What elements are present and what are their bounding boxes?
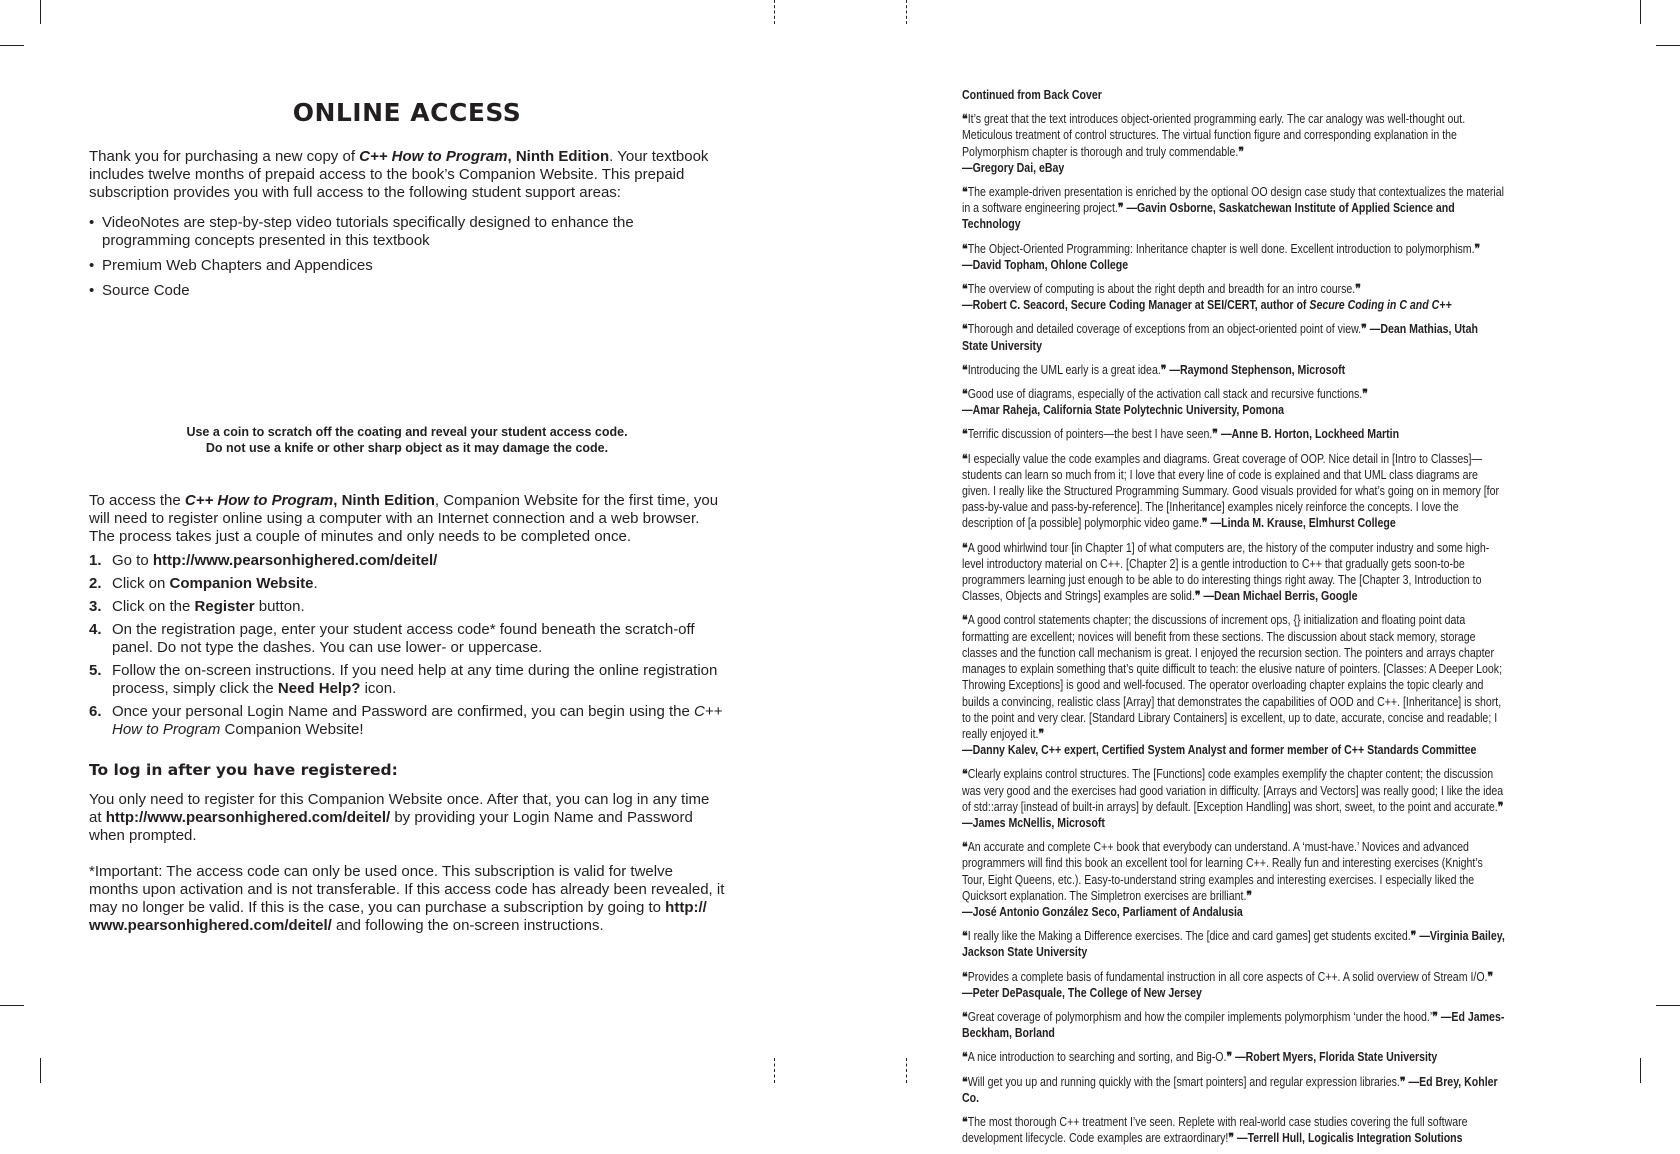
testimonial-text: Good use of diagrams, especially of the activation call stack and recursive functions.: [967, 387, 1363, 402]
open-quote-mark: ❝: [962, 241, 968, 256]
testimonial: [962, 766, 1506, 831]
testimonial-text: The example-driven presentation is enriched by the optional OO design case study that contextualizes the material in a software engineering project.: [962, 185, 1504, 216]
step-text: Follow the on-screen instructions. If you need help at any time during the online registration process, simply click the: [112, 662, 718, 697]
step-item: [89, 598, 725, 616]
testimonial-author: —Dean Mathias, Utah State University: [962, 322, 1478, 353]
testimonial: [962, 839, 1506, 920]
book-title: C++ How to Program: [112, 703, 723, 738]
testimonial-author: —Robert C. Seacord, Secure Coding Manager at SEI/CERT, author of: [962, 298, 1310, 313]
step-text: Click on the: [112, 598, 195, 615]
open-quote-mark: ❝: [962, 427, 968, 442]
testimonial-text: The most thorough C++ treatment I’ve seen. Replete with real-world case studies covering the full software development lifecycle. Code examples are extraordinary!: [962, 1114, 1468, 1146]
step-text: Go to: [112, 552, 153, 569]
testimonial-author: —Ed Brey, Kohler Co.: [962, 1074, 1498, 1105]
crop-mark: [0, 1005, 24, 1006]
step-item: [89, 662, 725, 698]
testimonial-author: —Peter DePasquale, The College of New Jersey: [962, 985, 1202, 1000]
testimonial-author-book: Secure Coding in C and C++: [1309, 298, 1452, 313]
companion-url-link[interactable]: http://www.pearsonhighered.com/deitel/: [152, 552, 438, 569]
step-keyword: Companion Website: [169, 575, 314, 592]
testimonial-text: Great coverage of polymorphism and how the compiler implements polymorphism ‘under the hood.’: [967, 1009, 1433, 1024]
testimonial: [962, 111, 1506, 176]
step-item: [89, 575, 725, 593]
testimonial-text: The overview of computing is about the right depth and breadth for an intro course.: [967, 282, 1356, 297]
crop-mark: [40, 0, 41, 24]
open-quote-mark: ❝: [962, 929, 968, 944]
open-quote-mark: ❝: [962, 451, 968, 466]
testimonial-text: A good control statements chapter; the discussions of increment ops, {} initialization and floating point data formatting are excellent; novices will benefit from these sections. The discussion about stack memory, storage classes and the function call mechanism is great. I enjoyed the recursion section. The pointers and arrays chapter manages to explain something that’s quite difficult to teach: the elusive nature of pointers. [Classes: A Deeper Look; Throwing Exceptions] is good and well-focused. The operator overloading chapter explains the topic clearly and builds a convincing, realistic class [Array] that demonstrates the capabilities of OOD and C++. [Inheritance] is short, to the point and very clear. [Standard Library Containers] is excellent, up to date, accurate, concise and readable; I really enjoyed it.: [962, 613, 1503, 741]
testimonial-author: —Amar Raheja, California State Polytechnic University, Pomona: [962, 403, 1284, 418]
close-quote-mark: ❞: [1362, 387, 1368, 402]
testimonial-author: —David Topham, Ohlone College: [962, 257, 1129, 272]
open-quote-mark: ❝: [962, 1074, 968, 1089]
scratch-notice-line: Do not use a knife or other sharp object as it may damage the code.: [205, 441, 609, 455]
open-quote-mark: ❝: [962, 1009, 968, 1024]
page-title: ONLINE ACCESS: [292, 98, 522, 127]
open-quote-mark: ❝: [962, 362, 968, 377]
testimonial-author: —Ed James-Beckham, Borland: [962, 1009, 1505, 1041]
list-item: • Premium Web Chapters and Appendices: [89, 257, 725, 275]
step-text: .: [313, 575, 318, 592]
crop-mark: [1640, 0, 1641, 24]
login-paragraph: [89, 791, 725, 845]
testimonial-author: —Dean Michael Berris, Google: [1203, 589, 1358, 604]
testimonial-author: —José Antonio González Seco, Parliament of Andalusia: [962, 904, 1243, 919]
continued-label: Continued from Back Cover: [962, 88, 1102, 102]
step-text: Companion Website!: [220, 721, 364, 738]
testimonial-text: An accurate and complete C++ book that everybody can understand. A ‘must-have.’ Novices and advanced programmers will find this book an excellent tool for learning C++. Really fun and interesting exercises (Knight’s Tour, Eight Queens, etc.). Easy-to-understand string examples and interesting exercises. I especially liked the Quicksort explanation. The Simpletron exercises are brilliant.: [962, 840, 1483, 903]
close-quote-mark: ❞: [1226, 1050, 1233, 1065]
close-quote-mark: ❞: [1432, 1009, 1438, 1024]
step-item: [89, 552, 725, 570]
testimonial: [962, 241, 1506, 273]
close-quote-mark: ❞: [1355, 282, 1361, 297]
close-quote-mark: ❞: [1117, 201, 1124, 216]
login-heading: To log in after you have registered:: [89, 761, 398, 779]
open-quote-mark: ❝: [962, 387, 968, 402]
open-quote-mark: ❝: [962, 1050, 968, 1065]
testimonial-text: Terrific discussion of pointers—the best I have seen.: [967, 427, 1213, 442]
login-text: by providing your Login Name and Password when prompted.: [89, 809, 693, 844]
testimonial-list: [962, 111, 1506, 1146]
testimonial: [962, 1009, 1506, 1041]
testimonial-author: —Raymond Stephenson, Microsoft: [1169, 362, 1346, 377]
testimonial: [962, 321, 1506, 353]
list-item: • VideoNotes are step-by-step video tutorials specifically designed to enhance the programming concepts presented in this textbook: [89, 214, 725, 250]
step-keyword: Register: [194, 598, 255, 615]
close-quote-mark: ❞: [1361, 322, 1367, 337]
open-quote-mark: ❝: [962, 1114, 968, 1129]
book-edition: , Ninth Edition: [507, 148, 610, 165]
intro-text: Thank you for purchasing a new copy of: [89, 148, 360, 165]
open-quote-mark: ❝: [962, 840, 968, 855]
testimonial: [962, 1074, 1506, 1106]
testimonial: [962, 362, 1506, 378]
close-quote-mark: ❞: [1194, 589, 1201, 604]
important-text: *Important: The access code can only be used once. This subscription is valid for twelve months upon activation and is not transferable. If this access code has already been revealed, it may no longer be valid. If this is the case, you can purchase a subscription by going to: [89, 863, 725, 916]
testimonial-author: —Linda M. Krause, Elmhurst College: [1210, 516, 1396, 531]
step-item: [89, 703, 725, 739]
step-number: 4.: [89, 621, 102, 638]
step-text: On the registration page, enter your student access code* found beneath the scratch-off panel. Do not type the dashes. You can use lower- or uppercase.: [112, 621, 695, 656]
registration-steps: [89, 552, 725, 739]
access-text: To access the: [89, 492, 185, 509]
testimonial-author: —Gregory Dai, eBay: [962, 160, 1065, 175]
open-quote-mark: ❝: [962, 767, 968, 782]
testimonial-author: —Virginia Bailey, Jackson State University: [962, 929, 1505, 960]
step-number: 2.: [89, 575, 102, 592]
list-item: • Source Code: [89, 282, 725, 300]
fold-mark: [774, 1058, 775, 1083]
close-quote-mark: ❞: [1228, 1131, 1235, 1146]
testimonial-author: —Danny Kalev, C++ expert, Certified System Analyst and former member of C++ Standards Committee: [962, 743, 1477, 758]
testimonial: [962, 612, 1506, 758]
testimonial-text: I especially value the code examples and diagrams. Great coverage of OOP. Nice detail in [Intro to Classes]—students can learn so much from it; I love that every line of code is explained and that UML class diagrams are given. I really like the Structured Programming Summary. Good visuals provided for what’s going on in memory [for pass-by-value and pass-by-reference]. The [Inheritance] examples nicely reinforce the concepts. I love the description of [a possible] polymorphic video game.: [962, 451, 1500, 531]
close-quote-mark: ❞: [1474, 241, 1481, 256]
close-quote-mark: ❞: [1160, 362, 1167, 377]
open-quote-mark: ❝: [962, 969, 968, 984]
testimonial-text: Thorough and detailed coverage of exceptions from an object-oriented point of view.: [967, 322, 1362, 337]
crop-mark: [40, 1058, 41, 1083]
step-text: Once your personal Login Name and Password are confirmed, you can begin using the: [112, 703, 695, 720]
testimonial: [962, 281, 1506, 313]
testimonial-author: —Terrell Hull, Logicalis Integration Solutions: [1237, 1131, 1463, 1146]
login-text: You only need to register for this Companion Website once. After that, you can log in any time at: [89, 791, 710, 826]
close-quote-mark: ❞: [1238, 144, 1245, 159]
step-number: 6.: [89, 703, 102, 720]
step-text: Click on: [112, 575, 170, 592]
close-quote-mark: ❞: [1212, 427, 1219, 442]
close-quote-mark: ❞: [1487, 969, 1494, 984]
testimonial-author: —James McNellis, Microsoft: [962, 815, 1105, 830]
online-access-page: [89, 96, 725, 947]
open-quote-mark: ❝: [962, 540, 968, 555]
support-areas-list: [89, 214, 725, 300]
fold-mark: [774, 0, 775, 24]
testimonial-text: Introducing the UML early is a great idea.: [967, 362, 1161, 377]
book-title: C++ How to Program: [184, 492, 334, 509]
testimonial-text: I really like the Making a Difference exercises. The [dice and card games] get students excited.: [967, 929, 1411, 944]
testimonial-text: It’s great that the text introduces object-oriented programming early. The car analogy was well-thought out. Meticulous treatment of control structures. The virtual function figure and corresponding explanation in the Polymorphism chapter is thorough and truly commendable.: [962, 112, 1466, 159]
access-text: , Companion Website for the first time, you will need to register online using a computer with an Internet connection and a web browser. The process takes just a couple of minutes and only needs to be completed once.: [89, 492, 719, 545]
testimonial-text: Clearly explains control structures. The [Functions] code examples exemplify the chapter content; the discussion was very good and the exercises had good variation in difficulty. [Arrays and Vectors] was really good; I like the idea of std::array [instead of built-in arrays] by default. [Exception Handling] was short, sweet, to the point and accurate.: [962, 767, 1504, 814]
testimonial: [962, 969, 1506, 1001]
open-quote-mark: ❝: [962, 322, 968, 337]
companion-url-link[interactable]: http://www.pearsonhighered.com/deitel/: [105, 809, 391, 826]
close-quote-mark: ❞: [1246, 888, 1253, 903]
testimonial: [962, 426, 1506, 442]
close-quote-mark: ❞: [1038, 726, 1045, 741]
open-quote-mark: ❝: [962, 282, 968, 297]
testimonial-text: Will get you up and running quickly with the [smart pointers] and regular expression libraries.: [967, 1074, 1400, 1089]
access-paragraph: [89, 492, 725, 546]
step-text: button.: [254, 598, 305, 615]
step-number: 3.: [89, 598, 102, 615]
scratch-notice-line: Use a coin to scratch off the coating and reveal your student access code.: [186, 425, 628, 439]
step-keyword: Need Help?: [277, 680, 361, 697]
intro-text: . Your textbook includes twelve months of prepaid access to the book’s Companion Website. This prepaid subscription provides you with full access to the following student support areas:: [89, 148, 709, 201]
testimonial: [962, 540, 1506, 605]
crop-mark: [1656, 45, 1680, 46]
testimonial-text: A good whirlwind tour [in Chapter 1] of what computers are, the history of the computer industry and some high-level introductory material on C++. [Chapter 2] is a gentle introduction to C++ that gradually gets soon-to-be programmers learning just enough to be able to do interesting things right away. The [Chapter 3, Introduction to Classes, Objects and Strings] examples are solid.: [962, 540, 1490, 604]
close-quote-mark: ❞: [1399, 1074, 1406, 1089]
step-number: 1.: [89, 552, 102, 569]
testimonial-text: A nice introduction to searching and sorting, and Big-O.: [967, 1050, 1227, 1065]
testimonial: [962, 451, 1506, 532]
fold-mark: [906, 1058, 907, 1083]
close-quote-mark: ❞: [1201, 516, 1208, 531]
open-quote-mark: ❝: [962, 613, 968, 628]
testimonial: [962, 386, 1506, 418]
companion-url-link[interactable]: http:// www.pearsonhighered.com/deitel/: [89, 899, 707, 934]
crop-mark: [1640, 1058, 1641, 1083]
step-item: [89, 621, 725, 657]
testimonial: [962, 1049, 1506, 1065]
testimonial-text: The Object-Oriented Programming: Inheritance chapter is well done. Excellent introduction to polymorphism.: [967, 241, 1475, 256]
close-quote-mark: ❞: [1410, 929, 1417, 944]
testimonial: [962, 1114, 1506, 1146]
testimonial: [962, 184, 1506, 233]
testimonials-page: [962, 87, 1506, 1154]
intro-paragraph: [89, 148, 725, 202]
open-quote-mark: ❝: [962, 112, 968, 127]
fold-mark: [906, 0, 907, 24]
book-title: C++ How to Program: [359, 148, 508, 165]
testimonial-author: —Anne B. Horton, Lockheed Martin: [1220, 427, 1400, 442]
step-number: 5.: [89, 662, 102, 679]
testimonial-author: —Robert Myers, Florida State University: [1235, 1050, 1438, 1065]
testimonial-author: —Gavin Osborne, Saskatchewan Institute of Applied Science and Technology: [962, 201, 1455, 232]
important-text: and following the on-screen instructions.: [331, 917, 604, 934]
close-quote-mark: ❞: [1497, 799, 1504, 814]
important-note: [89, 863, 725, 935]
open-quote-mark: ❝: [962, 185, 968, 200]
testimonial: [962, 928, 1506, 960]
testimonial-text: Provides a complete basis of fundamental instruction in all core aspects of C++. A solid overview of Stream I/O.: [967, 969, 1488, 984]
step-text: icon.: [360, 680, 397, 697]
scratch-off-notice: [89, 424, 725, 456]
crop-mark: [1656, 1005, 1680, 1006]
book-edition: , Ninth Edition: [333, 492, 435, 509]
crop-mark: [0, 45, 24, 46]
